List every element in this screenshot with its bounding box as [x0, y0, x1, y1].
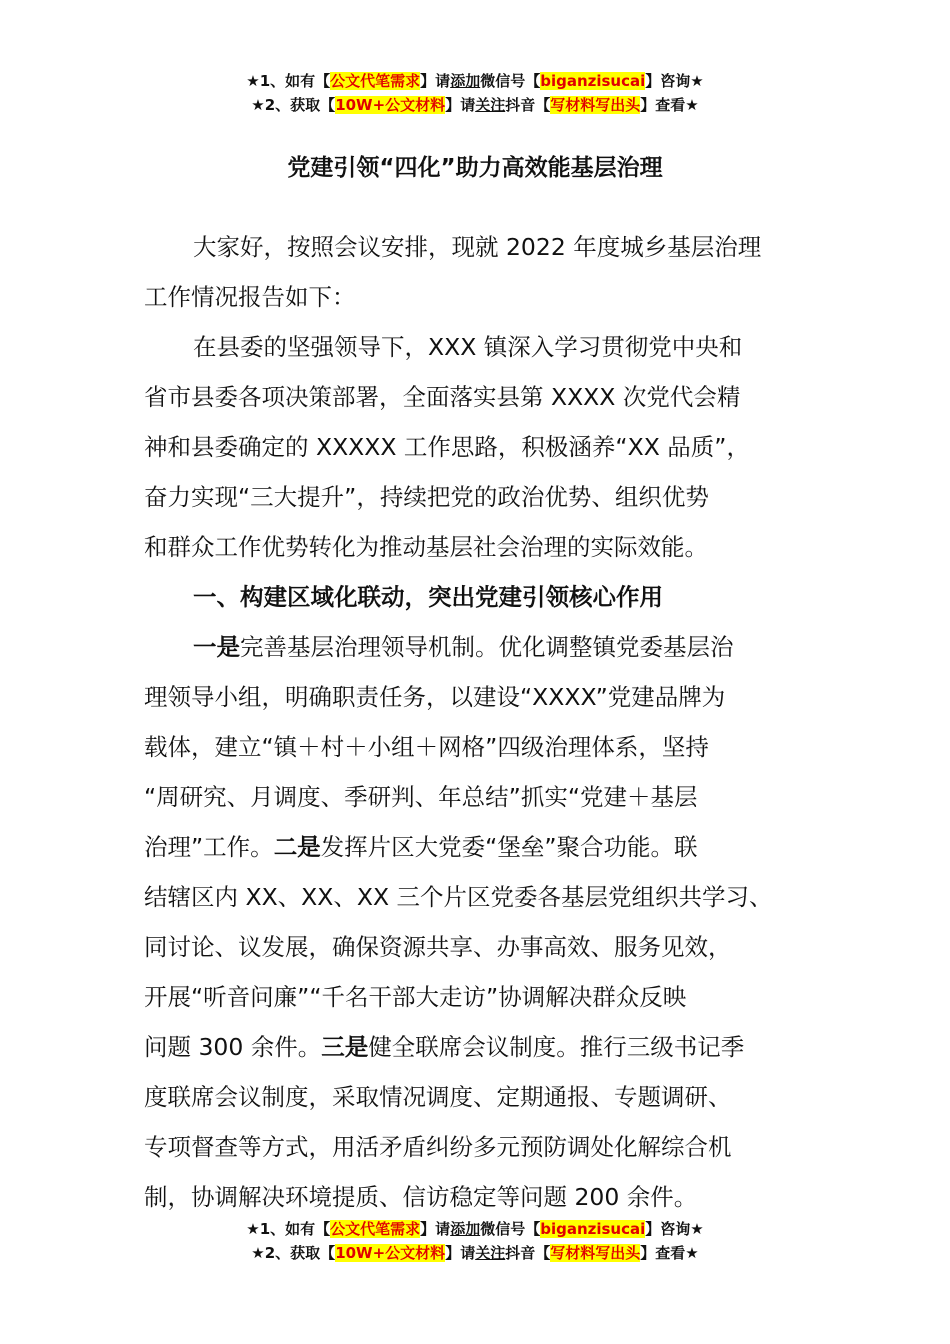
body-line: 神和县委确定的 XXXXX 工作思路，积极涵养“XX 品质”，: [144, 433, 750, 461]
body-line: 奋力实现“三大提升”，持续把党的政治优势、组织优势: [144, 483, 709, 511]
bold-marker: 一是: [193, 633, 240, 661]
bold-marker: 二是: [273, 833, 321, 861]
body-line: 理领导小组，明确职责任务，以建设“XXXX”党建品牌为: [144, 683, 726, 711]
highlight-douyin-id: 写材料写出头: [550, 96, 641, 114]
header-banner-line-1: ★1、如有【公文代笔需求】请添加微信号【biganzisucai】咨询★: [246, 72, 704, 90]
body-line: 开展“听音问廉”“千名干部大走访”协调解决群众反映: [144, 983, 687, 1011]
bold-marker: 三是: [321, 1033, 369, 1061]
body-line: 载体，建立“镇＋村＋小组＋网格”四级治理体系，坚持: [144, 733, 709, 761]
body-line: 在县委的坚强领导下，XXX 镇深入学习贯彻党中央和: [193, 333, 743, 361]
body-line: 一是完善基层治理领导机制。优化调整镇党委基层治: [193, 633, 734, 661]
document-body: [144, 222, 824, 1222]
body-line: 同讨论、议发展，确保资源共享、办事高效、服务见效，: [144, 933, 732, 961]
document-title: 党建引领“四化”助力高效能基层治理: [287, 155, 663, 181]
body-line: “周研究、月调度、季研判、年总结”抓实“党建＋基层: [144, 783, 698, 811]
body-line: 专项督查等方式，用活矛盾纠纷多元预防调处化解综合机: [144, 1133, 732, 1161]
highlight-materials: 10W+公文材料: [335, 1244, 446, 1262]
footer-banner-line-1: ★1、如有【公文代笔需求】请添加微信号【biganzisucai】咨询★: [246, 1220, 704, 1238]
body-line: 省市县委各项决策部署，全面落实县第 XXXX 次党代会精: [144, 383, 741, 411]
footer-banner-line-2: ★2、获取【10W+公文材料】请关注抖音【写材料写出头】查看★: [251, 1244, 699, 1262]
highlight-wechat-id: biganzisucai: [540, 1220, 646, 1238]
highlight-materials: 10W+公文材料: [335, 96, 446, 114]
highlight-wechat-id: biganzisucai: [540, 72, 646, 90]
body-line: 度联席会议制度，采取情况调度、定期通报、专题调研、: [144, 1083, 732, 1111]
highlight-ghostwriting: 公文代笔需求: [330, 72, 421, 90]
body-line: 大家好，按照会议安排，现就 2022 年度城乡基层治理: [193, 233, 762, 261]
body-line: 工作情况报告如下：: [144, 283, 356, 311]
body-line: 结辖区内 XX、XX、XX 三个片区党委各基层党组织共学习、: [144, 883, 773, 911]
body-line: 和群众工作优势转化为推动基层社会治理的实际效能。: [144, 533, 708, 561]
highlight-ghostwriting: 公文代笔需求: [330, 1220, 421, 1238]
body-line: 治理”工作。二是发挥片区大党委“堡垒”聚合功能。联: [144, 833, 698, 861]
highlight-douyin-id: 写材料写出头: [550, 1244, 641, 1262]
section-heading: 一、构建区域化联动，突出党建引领核心作用: [193, 583, 663, 611]
header-banner-line-2: ★2、获取【10W+公文材料】请关注抖音【写材料写出头】查看★: [251, 96, 699, 114]
body-line: 问题 300 余件。三是健全联席会议制度。推行三级书记季: [144, 1033, 745, 1061]
body-line: 制，协调解决环境提质、信访稳定等问题 200 余件。: [144, 1183, 698, 1211]
